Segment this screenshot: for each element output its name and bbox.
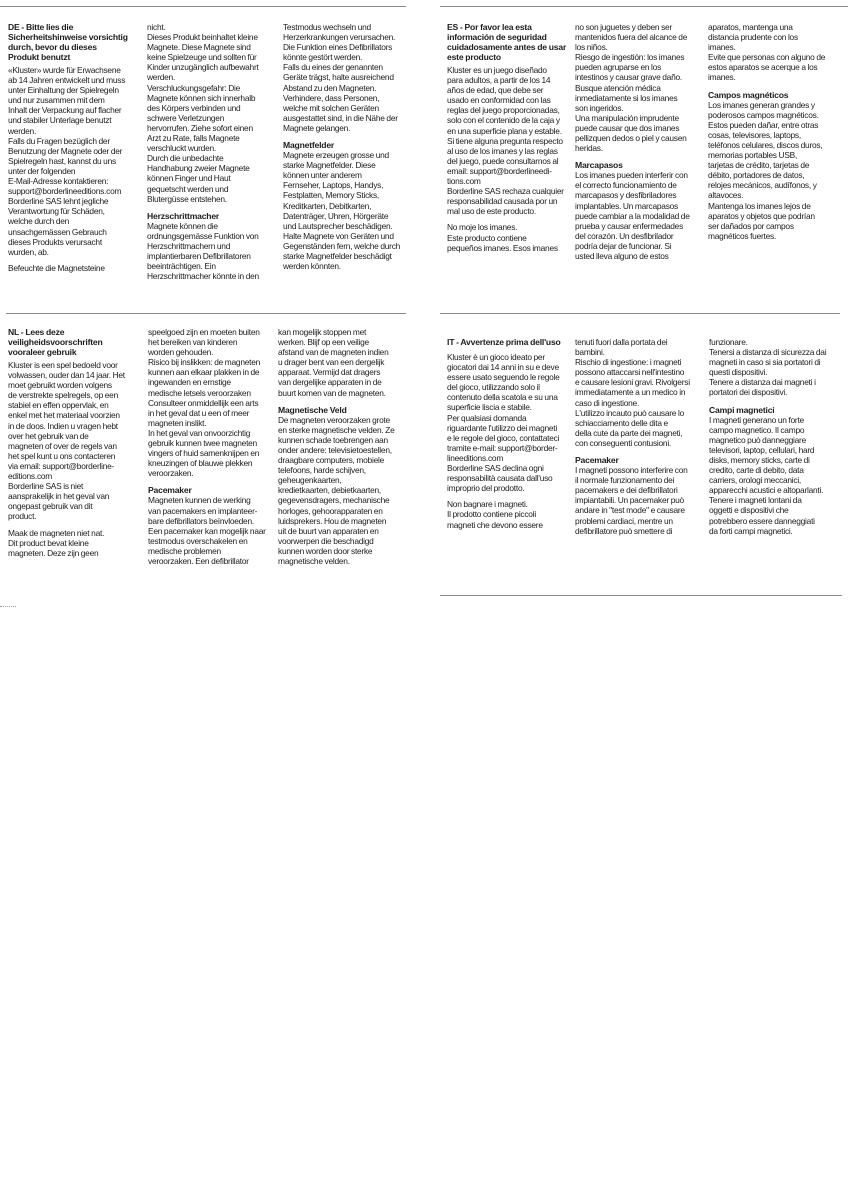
it-column-3	[709, 337, 842, 587]
de-column-2	[147, 22, 283, 307]
bottom-divider-right	[440, 595, 842, 596]
de-intro-text: «Kluster» wurde für Erwachsene ab 14 Jahren entwickelt und muss unter Einhaltung der Spielregeln und nur zusammen mit dem Inhalt der Verpackung auf flacher und stabiler Unterlage benutzt werden. Falls du Fragen bezüglich der Benutzung der Magnete oder der Spielregeln hast, kannst du uns unter der folgenden E-Mail-Adresse kontaktieren: support@borderlineeditions.com Borderline SAS lehnt jegliche Verantwortung für Schäden, welche durch den unsachgemässen Gebrauch dieses Produkts verursacht wurden, ab.	[8, 65, 126, 257]
es-pacemaker-heading: Marcapasos	[575, 160, 623, 171]
de-heading: DE - Bitte lies die Sicherheitshinweise vorsichtig durch, bevor du dieses Produkt benutzt	[8, 22, 128, 62]
section-it	[447, 337, 842, 587]
it-intro-text: Kluster è un gioco ideato per giocatori dai 14 anni in su e deve essere usato seguendo le regole del gioco, utilizzando solo il contenuto della scatola e su una superficie liscia e stabile. Per qualsiasi domanda riguardante l'utilizzo dei magneti e le regole del gioco, contattateci tramite e-mail: support@border- lineeditions.com Borderline SAS declina ogni responsabilità causata dall'uso improprio del prodotto.	[447, 352, 560, 494]
it-magnetic-fields-heading: Campi magnetici	[709, 404, 775, 415]
de-small-magnets-text: nicht. Dieses Produkt beinhaltet kleine Magnete. Diese Magnete sind keine Spielzeuge und sollten für Kinder unzugänglich aufbewahrt werden. Verschluckungsgefahr: Die Magnete können sich innerhalb des Körpers verbinden und schwere Verletzungen hervorrufen. Ziehe sofort einen Arzt zu Rate, falls Magnete verschluckt wurden. Durch die unbedachte Handhabung zweier Magnete können Finger und Haut gequetscht werden und Blutergüsse entstehen.	[147, 22, 259, 204]
it-pacemaker-heading: Pacemaker	[575, 455, 619, 466]
section-es	[447, 22, 842, 307]
de-moisture-warning: Befeuchte die Magnetsteine	[8, 262, 105, 273]
es-column-1	[447, 22, 575, 307]
nl-column-1	[8, 327, 148, 587]
es-moisture-warning: No moje los imanes. Este producto contiene pequeños imanes. Esos imanes	[447, 222, 558, 253]
es-heading: ES - Por favor lea esta información de seguridad cuidadosamente antes de usar este producto	[447, 22, 567, 62]
nl-heading: NL - Lees deze veiligheidsvoorschriften vooraleer gebruik	[8, 327, 103, 357]
nl-pacemaker-continued: kan mogelijk stoppen met werken. Blijf op een veilige afstand van de magneten indien u drager bent van een dergelijk apparaat. Vermijd dat dragers van dergelijke apparaten in de buurt komen van de magneten.	[278, 327, 389, 398]
section-nl	[8, 327, 412, 587]
scan-mark	[0, 606, 16, 607]
es-pacemaker-text: Los imanes pueden interferir con el correcto funcionamiento de marcapasos y desfibriladores implantables. Un marcapasos puede cambiar a la modalidad de prueba y causar enfermedades del corazón. Un desfibrilador podría dejar de funcionar. Si usted lleva alguno de estos	[575, 170, 690, 261]
top-border-right	[440, 6, 848, 7]
es-column-2	[575, 22, 708, 307]
de-pacemaker-continued: Testmodus wechseln und Herzerkrankungen verursachen. Die Funktion eines Defibrillators könnte gestört werden. Falls du eines der genannten Geräte trägst, halte ausreichend Abstand zu den Magneten. Verhindere, dass Personen, welche mit solchen Geräten ausgestattet sind, in die Nähe der Magnete gelangen.	[283, 22, 398, 133]
es-magnetic-fields-text: Los imanes generan grandes y poderosos campos magnéticos. Estos pueden dañar, entre otras cosas, televisores, laptops, teléfonos celulares, discos duros, memorias portables USB, tarjetas de crédito, tarjetas de débito, portadores de datos, relojes mecánicos, audífonos, y altavoces. Mantenga los imanes lejos de aparatos y objetos que podrían ser dañados por campos magnéticos fuertes.	[708, 99, 823, 241]
section-de	[8, 22, 412, 307]
it-pacemaker-text: I magneti possono interferire con il normale funzionamento dei pacemakers e dei defibrillatori impiantabili. Un pacemaker può andare in "test mode" e causare problemi cardiaci, mentre un defibrillatore può smettere di	[575, 465, 688, 536]
it-column-1	[447, 337, 575, 587]
it-magnetic-fields-text: I magneti generano un forte campo magnetico. Il campo magnetico può danneggiare televisori, laptop, cellulari, hard disks, memory sticks, carte di credito, carte di debito, data carriers, orologi meccanici, apparecchi acustici e altoparlanti. Tenere i magneti lontani da oggetti e dispositivi che potrebbero essere danneggiati da forti campi magnetici.	[709, 414, 824, 536]
nl-small-magnets-text: speelgoed zijn en moeten buiten het bereiken van kinderen worden gehouden. Risico bij inslikken: de magneten kunnen aan elkaar plakken in de ingewanden en ernstige medische letsels veroorzaken Consulteer onmiddellijk een arts in het geval dat u een of meer magneten inslikt. In het geval van onvoorzichtig gebruik kunnen twee magneten vingers of huid samenknijpen en kneuzingen of blauwe plekken veroorzaken.	[148, 327, 261, 479]
de-magnetic-fields-text: Magnete erzeugen grosse und starke Magnetfelder. Diese können unter anderem Fernseher, Laptops, Handys, Festplatten, Memory Sticks, Kreditkarten, Debitkarten, Datenträger, Uhren, Hörgeräte und Lautsprecher beschädigen. Halte Magnete von Geräten und Gegenständen fern, welche durch starke Magnetfelder beschädigt werden könnten.	[283, 150, 401, 272]
de-column-3	[283, 22, 412, 307]
de-pacemaker-heading: Herzschrittmacher	[147, 210, 220, 221]
nl-column-2	[148, 327, 278, 587]
nl-magnetic-fields-text: De magneten veroorzaken grote en sterke magnetische velden. Ze kunnen schade toebrengen aan onder andere: televisietoestellen, draagbare computers, mobiele telefoons, harde schijven, geheugenkaarten, kredietkaarten, debietkaarten, gegevensdragers, mechanische horloges, gehoorapparaten en luidsprekers. Hou de magneten uit de buurt van apparaten en voorwerpen die beschadigd kunnen worden door sterke magnetische velden.	[278, 414, 395, 566]
nl-intro-text: Kluster is een spel bedoeld voor volwassen, ouder dan 14 jaar. Het moet gebruikt worden volgens de verstrekte spelregels, op een stabiel en effen oppervlak, en enkel met het materiaal voorzien in de doos. Indien u vragen hebt over het gebruik van de magneten of over de regels van het spel kunt u ons contacteren via email: support@borderline- editions.com Borderline SAS is niet aansprakelijk in het geval van ongepast gebruik van dit product.	[8, 360, 125, 522]
es-intro-text: Kluster es un juego diseñado para adultos, a partir de los 14 años de edad, que debe ser usado en conformidad con las reglas del juego proporcionadas, solo con el contenido de la caja y en una superficie plana y estable. Si tiene alguna pregunta respecto al uso de los imanes y las reglas del juego, puede consultarnos al email: support@borderlineedi- tions.com Borderline SAS rechaza cualquier responsabilidad causada por un mal uso de este producto.	[447, 65, 564, 217]
middle-divider-right	[440, 313, 840, 314]
nl-column-3	[278, 327, 412, 587]
nl-magnetic-fields-heading: Magnetische Veld	[278, 404, 347, 415]
it-moisture-warning: Non bagnare i magneti. Il prodotto contiene piccoli magneti che devono essere	[447, 499, 543, 530]
de-pacemaker-text: Magnete können die ordnungsgemässe Funktion von Herzschrittmachern und implantierbaren Defibrillatoren beeinträchtigen. Ein Herzschrittmacher könnte in den	[147, 220, 259, 282]
de-column-1	[8, 22, 147, 307]
it-pacemaker-continued: funzionare. Tenersi a distanza di sicurezza dai magneti in caso si sia portatori di questi dispositivi. Tenere a distanza dai magneti i portatori dei dispositivi.	[709, 337, 827, 398]
es-small-magnets-text: no son juguetes y deben ser mantenidos fuera del alcance de los niños. Riesgo de ingestión: los imanes pueden agruparse en los intestinos y causar grave daño. Busque atención médica inmediatamente si los imanes son ingeridos. Una manipulación imprudente puede causar que dos imanes pellizquen dedos o piel y causen heridas.	[575, 22, 688, 154]
middle-divider-left	[6, 313, 406, 314]
es-pacemaker-continued: aparatos, mantenga una distancia prudente con los imanes. Evite que personas con alguno de estos aparatos se acerque a los imanes.	[708, 22, 826, 83]
de-magnetic-fields-heading: Magnetfelder	[283, 140, 335, 151]
es-magnetic-fields-heading: Campos magnéticos	[708, 89, 789, 100]
nl-pacemaker-heading: Pacemaker	[148, 485, 192, 496]
top-border-left	[0, 6, 406, 7]
it-small-magnets-text: tenuti fuori dalla portata dei bambini. Rischio di ingestione: i magneti possono attaccarsi nell'intestino e causare lesioni gravi. Rivolgersi immediatamente a un medico in caso di ingestione. L'utilizzo incauto può causare lo schiacciamento delle dita e della cute da parte dei magneti, con conseguenti contusioni.	[575, 337, 690, 448]
es-column-3	[708, 22, 842, 307]
nl-pacemaker-text: Magneten kunnen de werking van pacemakers en implanteer- bare defibrillators beïnvloeden. Een pacemaker kan mogelijk naar testmodus overschakelen en medische problemen veroorzaken. Een defibrillator	[148, 495, 266, 566]
it-column-2	[575, 337, 709, 587]
nl-moisture-warning: Maak de magneten niet nat. Dit product bevat kleine magneten. Deze zijn geen	[8, 527, 105, 558]
it-heading: IT - Avvertenze prima dell'uso	[447, 337, 561, 347]
